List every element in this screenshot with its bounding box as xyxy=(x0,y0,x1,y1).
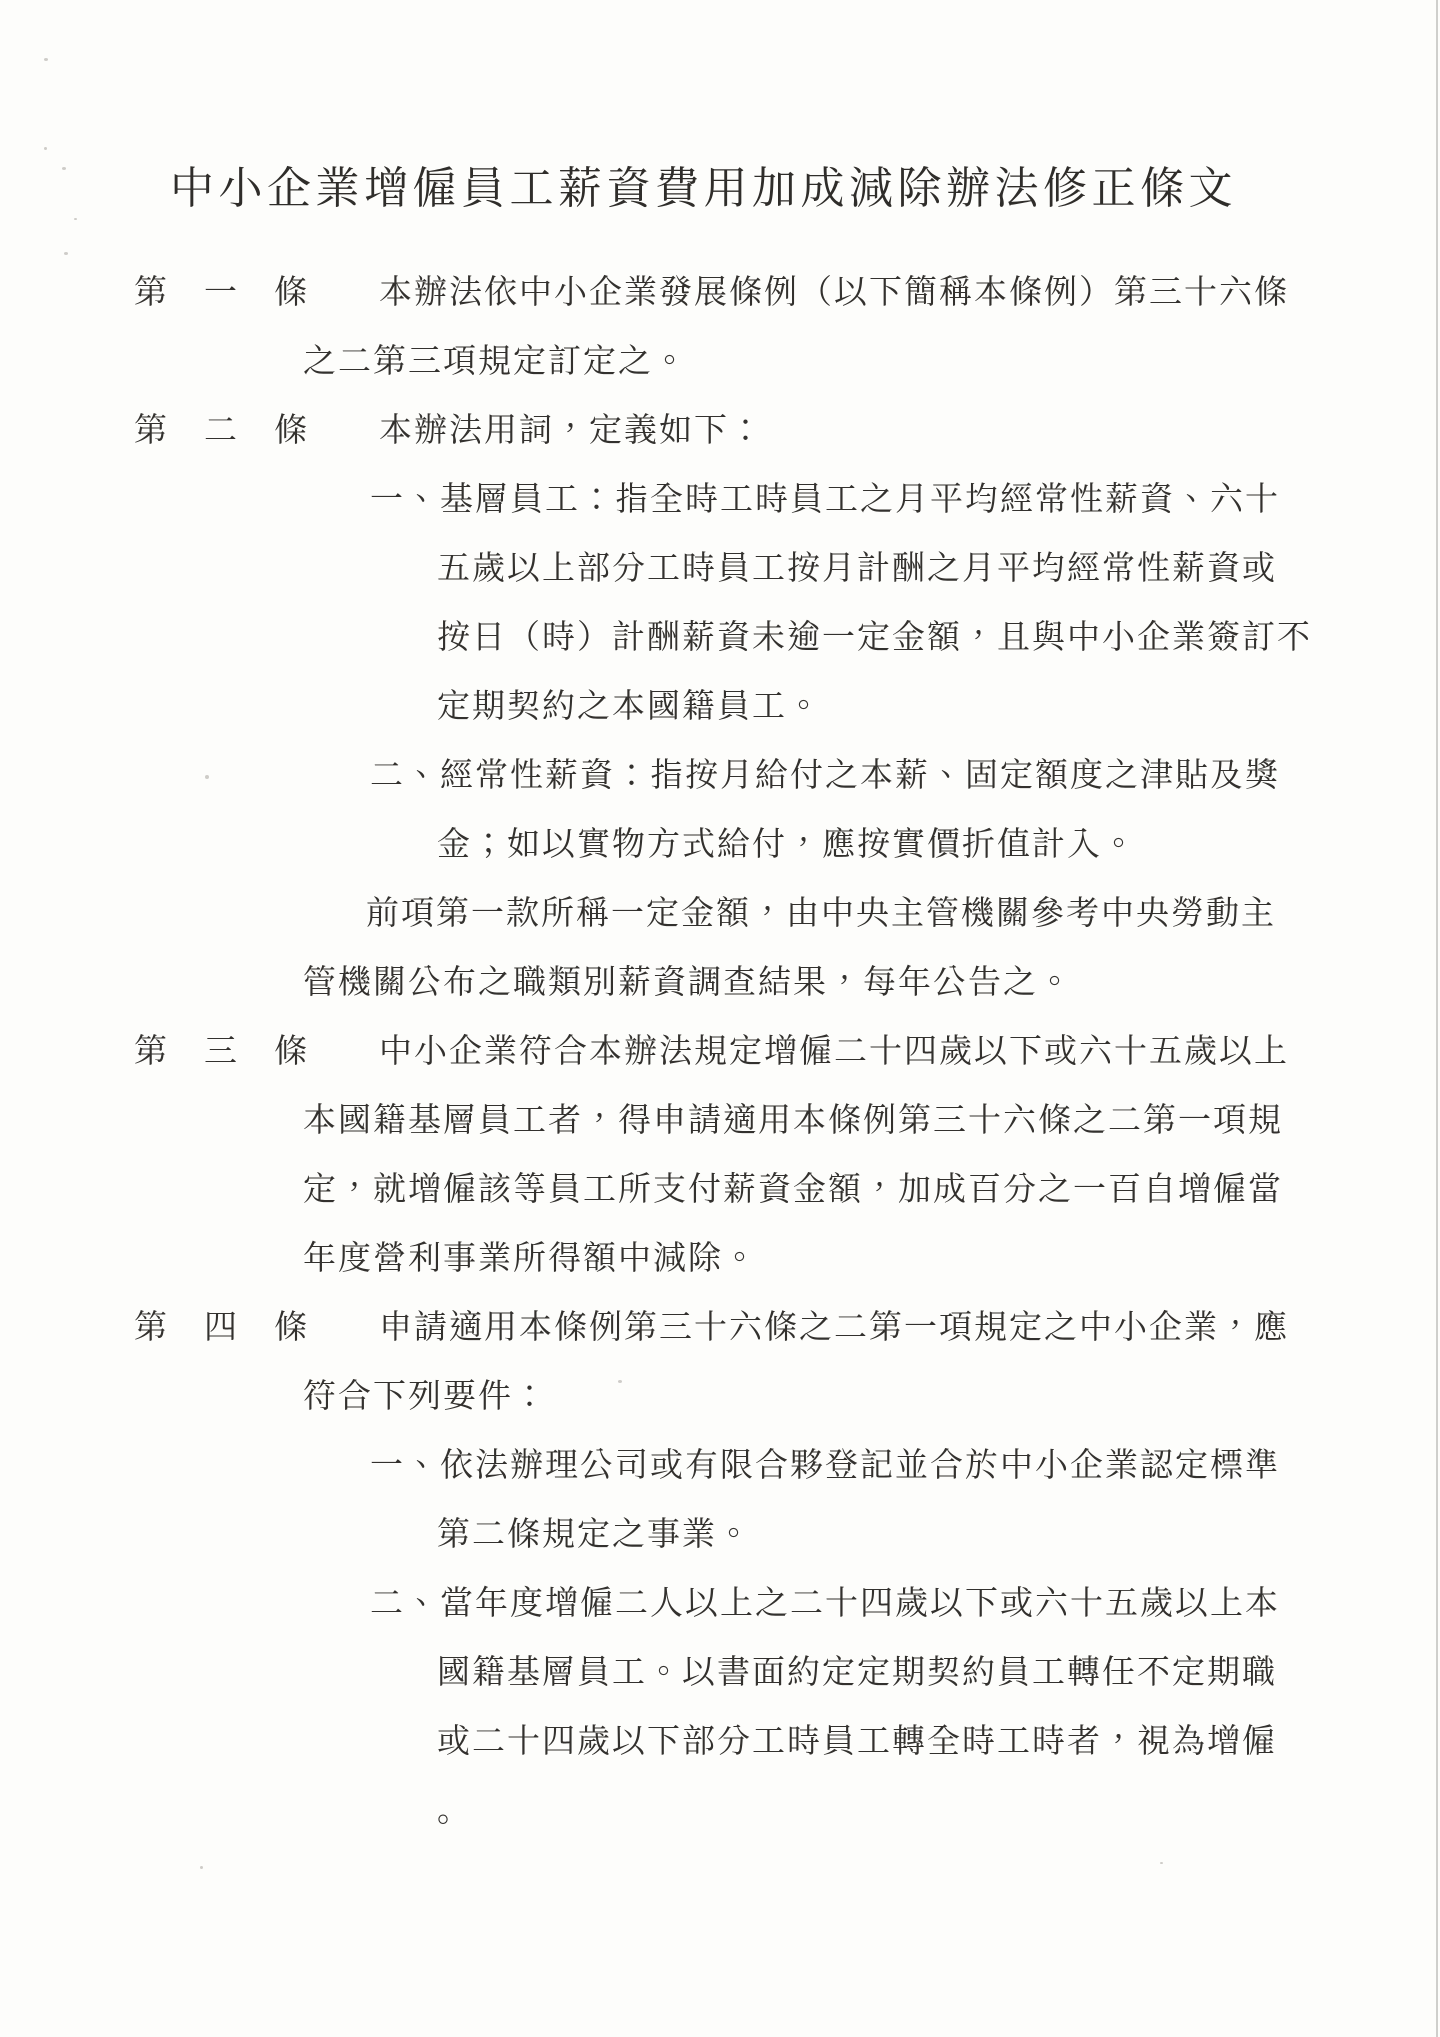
text-line xyxy=(0,687,1440,727)
text-line xyxy=(0,1101,1440,1141)
text-line xyxy=(0,1791,1440,1831)
article-number-label: 第 三 條 xyxy=(134,1031,309,1070)
text-line xyxy=(0,1584,1440,1624)
text-line xyxy=(0,963,1440,1003)
text-line xyxy=(0,1446,1440,1486)
line-text: 金；如以實物方式給付，應按實價折值計入。 xyxy=(437,824,1137,863)
text-line xyxy=(0,1377,1440,1417)
scan-speck xyxy=(1160,1862,1163,1864)
line-text: 。 xyxy=(437,1790,472,1829)
line-text: 按日（時）計酬薪資未逾一定金額，且與中小企業簽訂不 xyxy=(437,617,1312,656)
line-text: 二、經常性薪資：指按月給付之本薪、固定額度之津貼及獎 xyxy=(370,755,1280,794)
text-line xyxy=(0,342,1440,382)
document-title: 中小企業增僱員工薪資費用加成減除辦法修正條文 xyxy=(170,163,1237,214)
line-text: 五歲以上部分工時員工按月計酬之月平均經常性薪資或 xyxy=(437,548,1277,587)
line-text: 定，就增僱該等員工所支付薪資金額，加成百分之一百自增僱當 xyxy=(303,1169,1283,1208)
scan-speck xyxy=(618,1380,622,1383)
text-line xyxy=(0,411,1440,451)
scan-speck xyxy=(200,1866,203,1869)
line-text: 申請適用本條例第三十六條之二第一項規定之中小企業，應 xyxy=(379,1307,1289,1346)
article-number-label: 第 四 條 xyxy=(134,1307,309,1346)
text-line xyxy=(0,480,1440,520)
text-line xyxy=(0,1308,1440,1348)
line-text: 前項第一款所稱一定金額，由中央主管機關參考中央勞動主 xyxy=(366,893,1276,932)
text-line xyxy=(0,1239,1440,1279)
line-text: 本辦法用詞，定義如下： xyxy=(379,410,764,449)
scan-speck xyxy=(74,218,77,220)
text-line xyxy=(0,825,1440,865)
line-text: 本國籍基層員工者，得申請適用本條例第三十六條之二第一項規 xyxy=(303,1100,1283,1139)
line-text: 年度營利事業所得額中減除。 xyxy=(303,1238,758,1277)
line-text: 或二十四歲以下部分工時員工轉全時工時者，視為增僱 xyxy=(437,1721,1277,1760)
line-text: 國籍基層員工。以書面約定定期契約員工轉任不定期職 xyxy=(437,1652,1277,1691)
text-line xyxy=(0,1170,1440,1210)
scan-speck xyxy=(64,252,68,255)
article-number-label: 第 一 條 xyxy=(134,272,309,311)
line-text: 之二第三項規定訂定之。 xyxy=(303,341,688,380)
scan-speck xyxy=(44,147,47,150)
line-text: 定期契約之本國籍員工。 xyxy=(437,686,822,725)
scan-speck xyxy=(62,167,66,170)
line-text: 一、依法辦理公司或有限合夥登記並合於中小企業認定標準 xyxy=(370,1445,1280,1484)
text-line xyxy=(0,1722,1440,1762)
article-number-label: 第 二 條 xyxy=(134,410,309,449)
line-text: 第二條規定之事業。 xyxy=(437,1514,752,1553)
text-line xyxy=(0,1515,1440,1555)
text-line xyxy=(0,1653,1440,1693)
line-text: 管機關公布之職類別薪資調查結果，每年公告之。 xyxy=(303,962,1073,1001)
text-line xyxy=(0,1032,1440,1072)
text-line xyxy=(0,756,1440,796)
scan-speck xyxy=(44,58,48,61)
line-text: 二、當年度增僱二人以上之二十四歲以下或六十五歲以上本 xyxy=(370,1583,1280,1622)
text-line xyxy=(0,549,1440,589)
text-line xyxy=(0,894,1440,934)
scan-edge-shadow xyxy=(1436,0,1438,2037)
scan-speck xyxy=(205,775,209,779)
text-line xyxy=(0,273,1440,313)
line-text: 中小企業符合本辦法規定增僱二十四歲以下或六十五歲以上 xyxy=(379,1031,1289,1070)
line-text: 一、基層員工：指全時工時員工之月平均經常性薪資、六十 xyxy=(370,479,1280,518)
line-text: 符合下列要件： xyxy=(303,1376,548,1415)
text-line xyxy=(0,618,1440,658)
line-text: 本辦法依中小企業發展條例（以下簡稱本條例）第三十六條 xyxy=(379,272,1289,311)
